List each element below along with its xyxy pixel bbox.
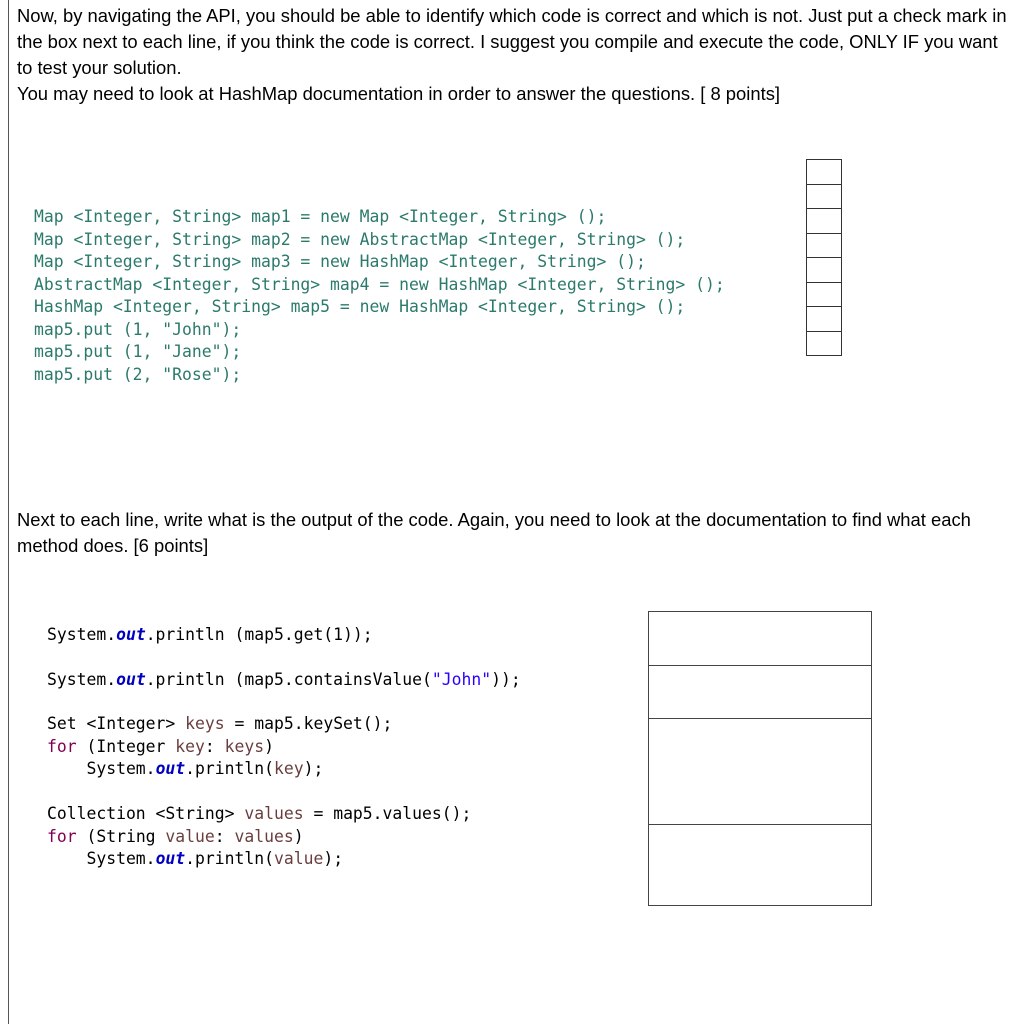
code-token-var: key <box>175 736 205 756</box>
code-token: .println( <box>185 849 274 868</box>
snippet-get <box>47 624 373 647</box>
checkbox-line-7[interactable] <box>807 307 841 332</box>
snippet-contains-value <box>47 669 521 692</box>
code-token-out: out <box>116 625 146 644</box>
code-token-var: values <box>234 826 294 846</box>
code-token: .println (map5.containsValue( <box>145 670 432 689</box>
code-token: (String <box>76 826 166 846</box>
code-token: System. <box>47 759 156 778</box>
code-line-5: HashMap <Integer, String> map5 = new HashMap <Integer, String> (); <box>34 297 686 316</box>
code-line-4: AbstractMap <Integer, String> map4 = new HashMap <Integer, String> (); <box>34 274 725 294</box>
code-line-6: map5.put (1, "John"); <box>34 319 242 339</box>
checkbox-column <box>806 159 842 356</box>
code-token-var: keys <box>185 714 225 733</box>
snippet-keyset <box>47 713 392 781</box>
code-token: ); <box>323 849 344 868</box>
answer-box-values[interactable] <box>649 825 871 906</box>
code-token-var: value <box>273 849 324 868</box>
checkbox-line-3[interactable] <box>807 209 841 234</box>
code-token-var: value <box>165 826 215 846</box>
code-token: (Integer <box>76 736 176 756</box>
code-token: Set <Integer> <box>47 714 186 733</box>
question-1-code-block <box>34 161 725 409</box>
code-line-2: Map <Integer, String> map2 = new AbstractMap <Integer, String> (); <box>34 229 686 249</box>
code-line-8: map5.put (2, "Rose"); <box>34 364 242 384</box>
code-token: System. <box>47 670 117 689</box>
question-2-text: Next to each line, write what is the output of the code. Again, you need to look at the documentation to find what each method does. [6 points] <box>17 509 971 556</box>
code-token-var: keys <box>224 736 265 756</box>
code-token: = map5.keySet(); <box>224 714 393 733</box>
code-token: .println( <box>185 759 274 778</box>
checkbox-line-2[interactable] <box>807 185 841 210</box>
checkbox-line-5[interactable] <box>807 258 841 283</box>
code-line-3: Map <Integer, String> map3 = new HashMap <Integer, String> (); <box>34 252 646 271</box>
code-token: ) <box>293 826 304 846</box>
code-token: )); <box>491 670 521 689</box>
code-token-string: "John" <box>431 670 492 689</box>
code-token-out: out <box>155 759 186 778</box>
snippet-values <box>47 803 471 871</box>
code-token: .println (map5.get(1)); <box>145 625 373 644</box>
question-1-instructions: Now, by navigating the API, you should be able to identify which code is correct and which is not. Just put a check mark in the box next to each line, if you think the code is correct. I suggest you compile and execute the code, ONLY IF you want to test your solution. <box>17 5 1007 78</box>
code-token-var: key <box>273 759 304 778</box>
answer-box-get[interactable] <box>649 612 871 666</box>
code-line-7: map5.put (1, "Jane"); <box>34 342 242 361</box>
question-1-text <box>17 3 1017 107</box>
answer-box-keyset[interactable] <box>649 719 871 825</box>
code-token: System. <box>47 849 156 868</box>
code-token: ); <box>303 759 324 778</box>
answer-box-contains-value[interactable] <box>649 666 871 719</box>
checkbox-line-1[interactable] <box>807 160 841 185</box>
answer-box-column <box>648 611 872 906</box>
code-token-var: values <box>244 804 304 823</box>
checkbox-line-8[interactable] <box>807 332 841 357</box>
code-token-out: out <box>155 849 186 868</box>
code-token: : <box>214 826 235 846</box>
code-token: System. <box>47 625 117 644</box>
code-token-keyword: for <box>47 736 77 756</box>
code-token-keyword: for <box>47 826 77 846</box>
code-token: Collection <String> <box>47 804 245 823</box>
checkbox-line-6[interactable] <box>807 283 841 308</box>
checkbox-line-4[interactable] <box>807 234 841 259</box>
code-token: = map5.values(); <box>303 804 472 823</box>
code-token: : <box>204 736 225 756</box>
code-token-out: out <box>116 670 146 689</box>
code-token: ) <box>264 736 275 756</box>
question-1-note: You may need to look at HashMap documentation in order to answer the questions. [ 8 points] <box>17 83 780 104</box>
code-line-1: Map <Integer, String> map1 = new Map <Integer, String> (); <box>34 207 607 226</box>
